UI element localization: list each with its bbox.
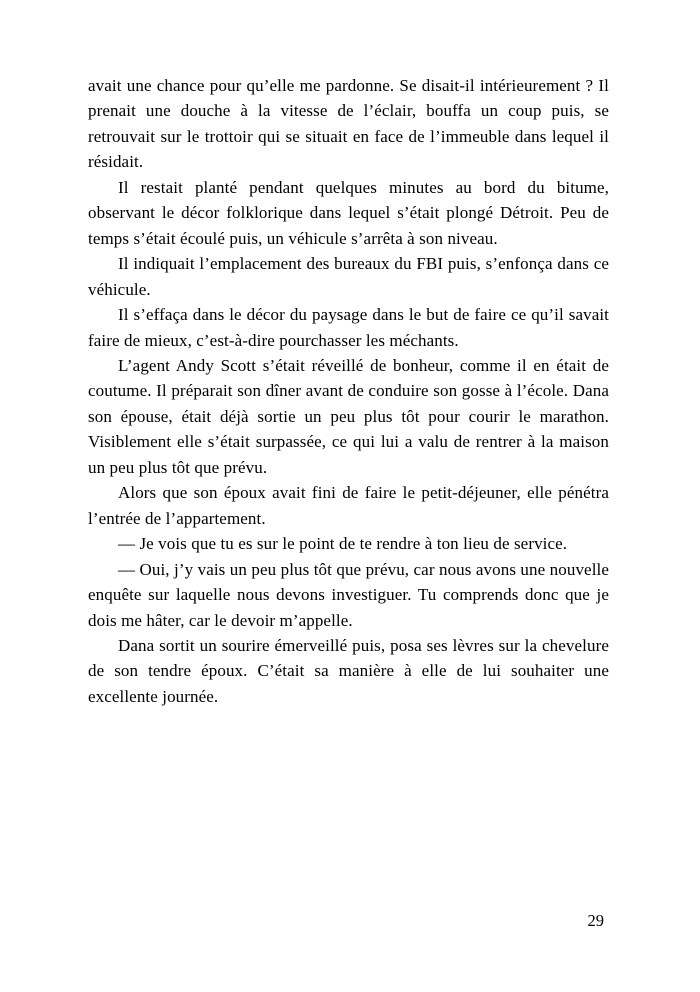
page-number: 29 [587,911,604,930]
paragraph: Il s’effaça dans le décor du paysage dans le but de faire ce qu’il savait faire de mieux, c’est-à-dire pourchasser les méchants. [88,305,609,350]
paragraph: Il indiquait l’emplacement des bureaux du FBI puis, s’enfonça dans ce véhicule. [88,254,609,299]
paragraph: — Je vois que tu es sur le point de te rendre à ton lieu de service. [118,534,568,554]
page-text [88,73,609,709]
paragraph: L’agent Andy Scott s’était réveillé de bonheur, comme il en était de coutume. Il préparait son dîner avant de conduire son gosse à l’école. Dana son épouse, était déjà sortie un peu plus tôt pour courir le marathon. Visiblement elle s’était surpassée, ce qui lui a valu de rentrer à la maison un peu plus tôt que prévu. [88,355,609,477]
paragraph: Dana sortit un sourire émerveillé puis, posa ses lèvres sur la chevelure de son tendre époux. C’était sa manière à elle de lui souhaiter une excellente journée. [88,635,609,706]
paragraph: — Oui, j’y vais un peu plus tôt que prévu, car nous avons une nouvelle enquête sur laquelle nous devons investiguer. Tu comprends donc que je dois me hâter, car le devoir m’appelle. [88,559,609,630]
paragraph: Alors que son époux avait fini de faire le petit-déjeuner, elle pénétra l’entrée de l’appartement. [88,483,609,528]
paragraph: avait une chance pour qu’elle me pardonne. Se disait-il intérieurement ? Il prenait une douche à la vitesse de l’éclair, bouffa un coup puis, se retrouvait sur le trottoir qui se situait en face de l’immeuble dans lequel il résidait. [88,76,609,172]
paragraph: Il restait planté pendant quelques minutes au bord du bitume, observant le décor folklorique dans lequel s’était plongé Détroit. Peu de temps s’était écoulé puis, un véhicule s’arrêta à son niveau. [88,177,609,248]
